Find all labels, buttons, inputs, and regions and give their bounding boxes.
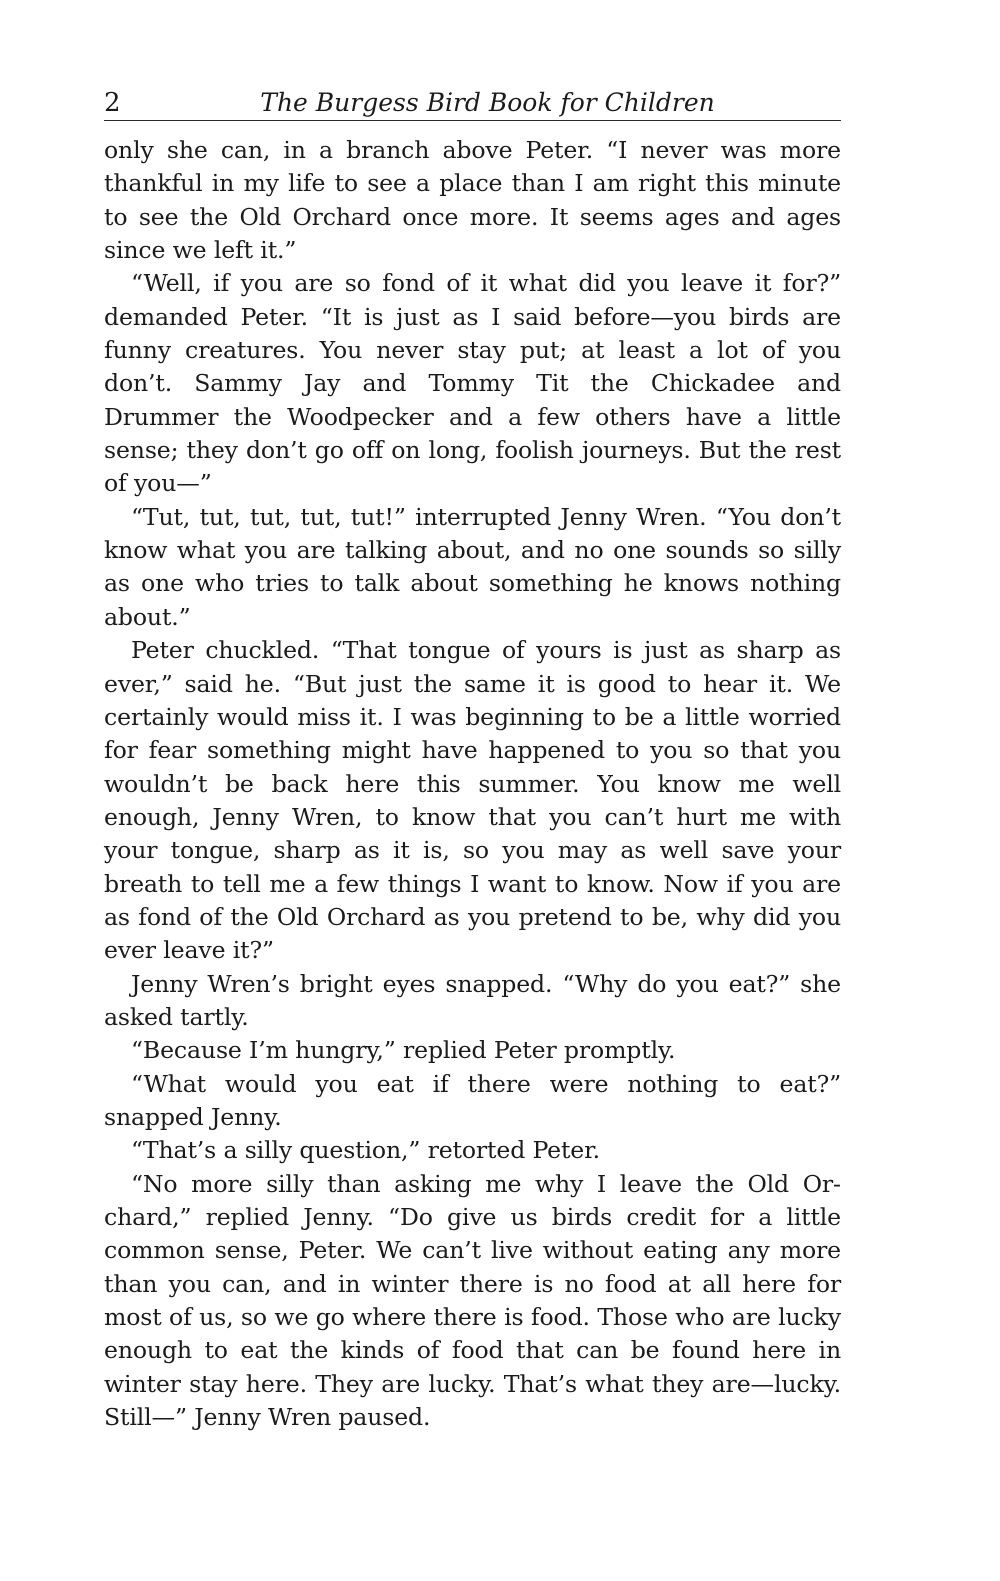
paragraph: “Because I’m hungry,” replied Peter promptly. (131, 1036, 676, 1065)
paragraph: only she can, in a branch above Peter. “I never was more thankful in my life to see a place than I am right this minute to see the Old Orchard once more. It seems ages and ages since we left it.” (104, 136, 841, 265)
paragraph: “Well, if you are so fond of it what did you leave it for?” demanded Peter. “It is just as I said before—you birds are funny creatures. You never stay put; at least a lot of you don’t. Sammy Jay and Tommy Tit the Chickadee and Drummer the Woodpecker and a few others have a little sense; they don’t go off on long, foolish journeys. But the rest of you—” (104, 269, 841, 498)
body-text (104, 134, 841, 1434)
paragraph: “No more silly than asking me why I leave the Old Orchard,” replied Jenny. “Do give us birds credit for a little common sense, Peter. We can’t live without eating any more than you can, and in winter there is no food at all here for most of us, so we go where there is food. Those who are lucky enough to eat the kinds of food that can be found here in winter stay here. They are lucky. That’s what they are—lucky. Still—” Jenny Wren paused. (104, 1169, 841, 1432)
paragraph: “What would you eat if there were nothing to eat?” snapped Jenny. (104, 1069, 841, 1131)
paragraph: Jenny Wren’s bright eyes snapped. “Why do you eat?” she asked tartly. (104, 969, 841, 1031)
paragraph: “That’s a silly question,” retorted Peter. (131, 1136, 601, 1165)
book-page (104, 86, 841, 1434)
running-title: The Burgess Bird Book for Children (260, 88, 715, 117)
page-number: 2 (104, 88, 121, 118)
paragraph: “Tut, tut, tut, tut, tut!” interrupted Jenny Wren. “You don’t know what you are talking about, and no one sounds so silly as one who tries to talk about something he knows nothing about.” (104, 502, 841, 631)
running-head (104, 86, 841, 121)
paragraph: Peter chuckled. “That tongue of yours is just as sharp as ever,” said he. “But just the same it is good to hear it. We certainly would miss it. I was beginning to be a little worried for fear something might have happened to you so that you wouldn’t be back here this summer. You know me well enough, Jenny Wren, to know that you can’t hurt me with your tongue, sharp as it is, so you may as well save your breath to tell me a few things I want to know. Now if you are as fond of the Old Orchard as you pretend to be, why did you ever leave it?” (104, 636, 841, 965)
